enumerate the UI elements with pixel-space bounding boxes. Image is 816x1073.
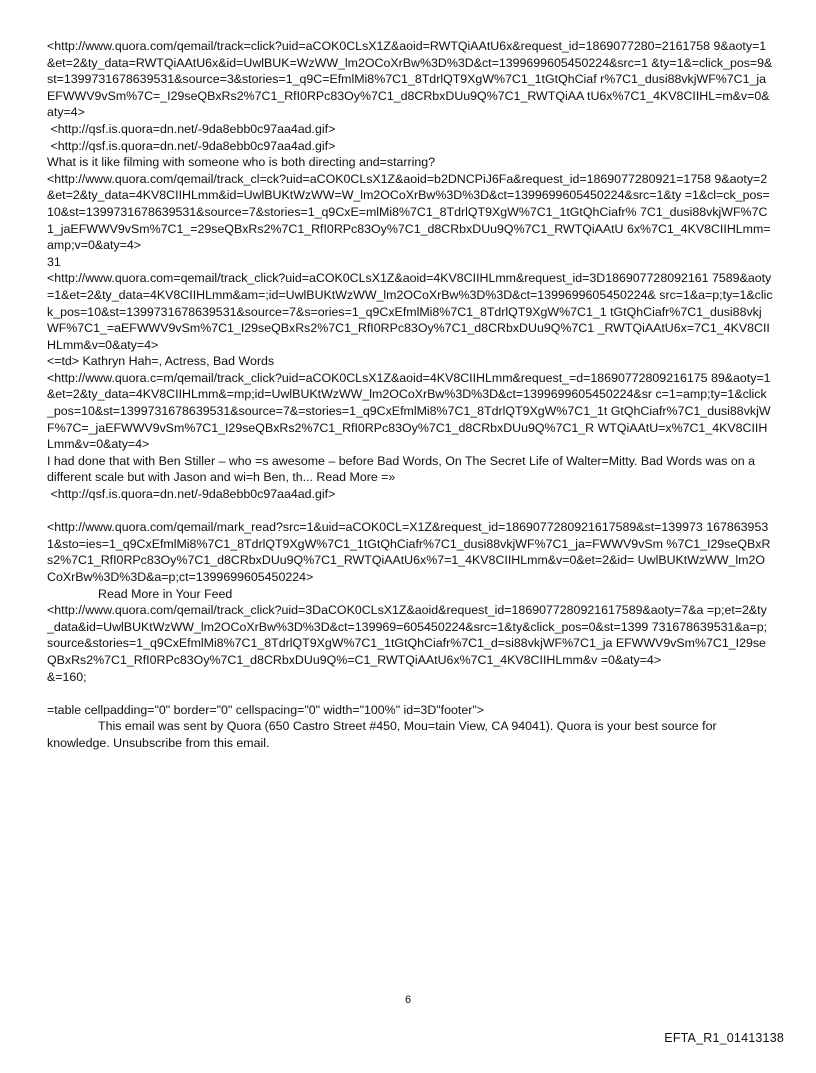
image-link-3[interactable]: <http://qsf.is.quora=dn.net/-9da8ebb0c97aa4ad.gif>	[47, 487, 336, 502]
bates-number: EFTA_R1_01413138	[664, 1031, 784, 1045]
page-number: 6	[404, 994, 412, 1006]
read-more-feed-label: Read More in Your Feed	[98, 586, 233, 601]
tracking-link-1[interactable]: <http://www.quora.com/qemail/track=click?uid=aCOK0CLsX1Z&aoid=RWTQiAAtU6x&request_id=1869077280=2161758 9&aoty=1&et=2&ty_data=RWTQiAAtU6x&id=UwlBUK=WzWW_lm2OCoXrBw%3D%3D&ct=1399699605450224&src=1 &ty=1&=click_pos=9&st=1399731678639531&source=3&stories=1_q9C=EfmlMi8%7C1_8TdrlQT9XgW%7C1_1tGtQhCiaf r%7C1_dusi88vkjWF%7C1_jaEFWWV9vSm%7C=_I29seQBxRs2%7C1_RfI0RPc83Oy%7C1_d8CRbxDUu9Q%7C1_RWTQiAA tU6x%7C1_4KV8CIIHL=m&v=0&aty=4>	[47, 39, 773, 120]
email-document-body	[47, 38, 773, 752]
nbsp-entity: &=160;	[47, 669, 87, 684]
blank-line-1	[47, 503, 773, 520]
mark-read-link[interactable]: <http://www.quora.com/qemail/mark_read?src=1&uid=aCOK0CL=X1Z&request_id=1869077280921617589&st=139973 1678639531&sto=ies=1_q9CxEfmlMi8%7C1_8TdrlQT9XgW%7C1_1tGtQhCiafr%7C1_dusi88vkjWF%7C1_ja=FWWV9vSm %7C1_I29seQBxRs2%7C1_RfI0RPc83Oy%7C1_d8CRbxDUu9Q%7C1_RWTQiAAtU6x%7=1_4KV8CIIHLmm&v=0&et=2&id= UwlBUKtWzWW_lm2OCoXrBw%3D%3D&a=p;ct=1399699605450224>	[47, 520, 771, 584]
footer-notice: This email was sent by Quora (650 Castro Street #450, Mou=tain View, CA 94041). Quora is your best source for knowledge. Unsubscribe from this email.	[47, 719, 721, 750]
tracking-link-5[interactable]: <http://www.quora.com/qemail/track_click?uid=3DaCOK0CLsX1Z&aoid&request_id=1869077280921617589&aoty=7&a =p;et=2&ty_data&id=UwlBUKtWzWW_lm2OCoXrBw%3D%3D&ct=139969=605450224&src=1&ty&click_pos=0&st=1399 731678639531&a=p;source&stories=1_q9CxEfmlMi8%7C1_8TdrlQT9XgW%7C1_1tGtQhCiafr%7C1_d=si88vkjWF%7C1_ja EFWWV9vSm%7C1_I29seQBxRs2%7C1_RfI0RPc83Oy%7C1_d8CRbxDUu9Q%=C1_RWTQiAAtU6x%7C1_4KV8CIIHLmm&v =0&aty=4>	[47, 603, 768, 667]
question-title: What is it like filming with someone who is both directing and=starring?	[47, 155, 436, 170]
answer-excerpt: I had done that with Ben Stiller – who =s awesome – before Bad Words, On The Secret Life of Walter=Mitty. Bad Words was on a different scale but with Jason and wi=h Ben, th... Read More =»	[47, 453, 759, 485]
blank-line-2	[47, 685, 773, 702]
footer-table-markup: =table cellpadding="0" border="0" cellspacing="0" width="100%" id=3D"footer">	[47, 702, 484, 717]
tracking-link-4[interactable]: <http://www.quora.c=m/qemail/track_click?uid=aCOK0CLsX1Z&aoid=4KV8CIIHLmm&request_=d=18690772809216175 89&aoty=1&et=2&ty_data=4KV8CIIHLmm&=mp;id=UwlBUKtWzWW_lm2OCoXrBw%3D%3D&ct=1399699605450224&sr c=1=amp;ty=1&click_pos=10&st=1399731678639531&source=7&=stories=1_q9CxEfmlMi8%7C1_8TdrlQT9XgW%7C1_1t GtQhCiafr%7C1_dusi88vkjWF%7C=_jaEFWWV9vSm%7C1_I29seQBxRs2%7C1_RfI0RPc83Oy%7C1_d8CRbxDUu9Q%7C1_R WTQiAAtU=x%7C1_4KV8CIIHLmm&v=0&aty=4>	[47, 370, 771, 452]
image-link-2[interactable]: <http://qsf.is.quora=dn.net/-9da8ebb0c97aa4ad.gif>	[47, 138, 336, 153]
tracking-link-3[interactable]: <http://www.quora.com=qemail/track_click?uid=aCOK0CLsX1Z&aoid=4KV8CIIHLmm&request_id=3D186907728092161 7589&aoty=1&et=2&ty_data=4KV8CIIHLmm&am=;id=UwlBUKtWzWW_lm2OCoXrBw%3D%3D&ct=1399699605450224& src=1&a=p;ty=1&click_pos=10&st=1399731678639531&source=7&s=ories=1_q9CxEfmlMi8%7C1_8TdrlQT9XgW%7C1_1 tGtQhCiafr%7C1_dusi88vkjWF%7C1_=aEFWWV9vSm%7C1_I29seQBxRs2%7C1_RfI0RPc83Oy%7C1_d8CRbxDUu9Q%7C1 _RWTQiAAtU6x=7C1_4KV8CIIHLmm&v=0&aty=4>	[47, 271, 773, 352]
image-link-1[interactable]: <http://qsf.is.quora=dn.net/-9da8ebb0c97aa4ad.gif>	[47, 121, 336, 136]
tracking-link-2[interactable]: <http://www.quora.com/qemail/track_cl=ck?uid=aCOK0CLsX1Z&aoid=b2DNCPiJ6Fa&request_id=1869077280921=1758 9&aoty=2&et=2&ty_data=4KV8CIIHLmm&id=UwlBUKtWzWW=W_lm2OCoXrBw%3D%3D&ct=1399699605450224&src=1&ty =1&cl=ck_pos=10&st=1399731678639531&source=7&stories=1_q9CxE=mlMi8%7C1_8TdrlQT9XgW%7C1_1tGtQhCiafr% 7C1_dusi88vkjWF%7C1_jaEFWWV9vSm%7C1_=29seQBxRs2%7C1_RfI0RPc83Oy%7C1_d8CRbxDUu9Q%7C1_RWTQiAAtU 6x%7C1_4KV8CIIHLmm=amp;v=0&aty=4>	[47, 171, 771, 253]
author-line: <=td> Kathryn Hah=, Actress, Bad Words	[47, 354, 275, 369]
upvote-count: 31	[47, 254, 61, 269]
